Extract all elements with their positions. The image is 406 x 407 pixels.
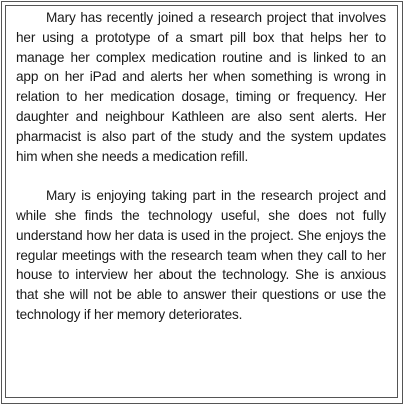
- paragraph-2: Mary is enjoying taking part in the research project and while she finds the technology useful, she does not fully understand how her data is used in the project. She enjoys the regular meetings with the research team when they call to her house to interview her about the technology. She is anxious that she will not be able to answer their questions or use the technology if her memory deteriorates.: [16, 188, 386, 322]
- text-box: [16, 8, 386, 325]
- paragraph-1: Mary has recently joined a research project that involves her using a prototype of a smart pill box that helps her to manage her complex medication routine and is linked to an app on her iPad and alerts her when something is wrong in relation to her medication dosage, timing or frequency. Her daughter and neighbour Kathleen are also sent alerts. Her pharmacist is also part of the study and the system updates him when she needs a medication refill.: [16, 10, 386, 164]
